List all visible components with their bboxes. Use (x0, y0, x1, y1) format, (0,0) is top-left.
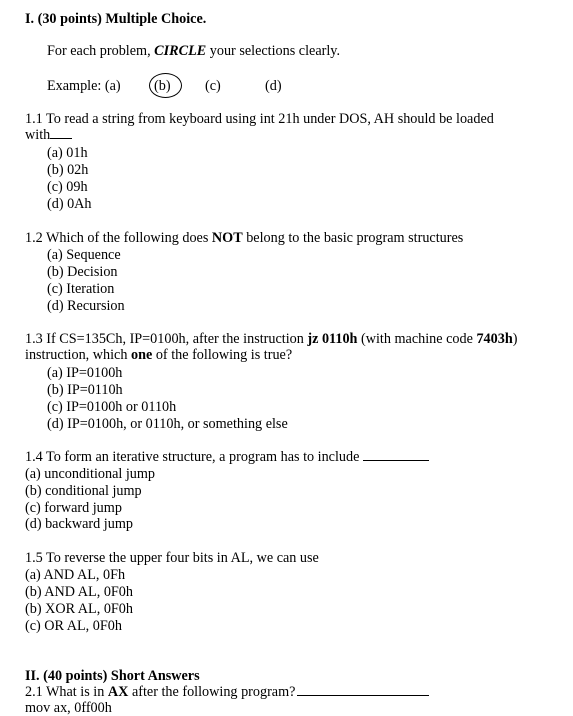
q5-option-b2[interactable]: (b) XOR AL, 0F0h (25, 601, 133, 617)
q3-bold2: 7403h (476, 331, 513, 347)
q2-option-a[interactable]: (a) Sequence (47, 247, 121, 263)
question-2-1-text (25, 684, 429, 700)
example-option-b: (b) (154, 78, 171, 94)
q1-option-a[interactable]: (a) 01h (47, 145, 88, 161)
answer-blank-1-4[interactable] (363, 449, 429, 461)
question-1-1-text-cont (25, 127, 72, 143)
q3-line2-pre: instruction, which (25, 347, 131, 363)
q2-bold: NOT (211, 230, 243, 246)
q5-option-b[interactable]: (b) AND AL, 0F0h (25, 584, 133, 600)
q3-line2-bold: one (131, 347, 153, 363)
q5-option-c[interactable]: (c) OR AL, 0F0h (25, 618, 122, 634)
answer-blank-2-1[interactable] (297, 684, 429, 696)
q3-option-a[interactable]: (a) IP=0100h (47, 365, 123, 381)
q4-option-c[interactable]: (c) forward jump (25, 500, 122, 516)
q2-option-c[interactable]: (c) Iteration (47, 281, 115, 297)
question-1-1-text: 1.1 To read a string from keyboard using int 21h under DOS, AH should be loaded (25, 111, 494, 127)
q2-post: belong to the basic program structures (242, 230, 464, 246)
q4-option-a[interactable]: (a) unconditional jump (25, 466, 156, 482)
question-1-3-text (25, 331, 517, 347)
section-title: I. (30 points) Multiple Choice. (25, 11, 207, 27)
q3-line2-post: of the following is true? (152, 347, 293, 363)
q3-mid: (with machine code (357, 331, 477, 347)
q3-option-d[interactable]: (d) IP=0100h, or 0110h, or something else (47, 416, 288, 432)
q1-option-d[interactable]: (d) 0Ah (47, 196, 92, 212)
question-1-3-text-cont (25, 347, 292, 363)
q21-post: after the following program? (128, 684, 296, 700)
instruction-post: your selections clearly. (206, 43, 341, 59)
question-1-4-text (25, 449, 429, 465)
instruction-text (47, 43, 340, 59)
instruction-pre: For each problem, (47, 43, 155, 59)
instruction-emphasis: CIRCLE (154, 43, 207, 59)
question-1-1-with: with (25, 127, 51, 143)
code-line-1: mov ax, 0ff00h (25, 700, 112, 716)
q2-pre: 1.2 Which of the following does (25, 230, 212, 246)
answer-blank-1-1[interactable] (50, 127, 72, 139)
example-option-d: (d) (265, 78, 282, 94)
question-1-2-text (25, 230, 463, 246)
q21-bold: AX (107, 684, 129, 700)
q5-option-a[interactable]: (a) AND AL, 0Fh (25, 567, 126, 583)
q3-pre: 1.3 If CS=135Ch, IP=0100h, after the instruction (25, 331, 308, 347)
q3-option-c[interactable]: (c) IP=0100h or 0110h (47, 399, 177, 415)
q2-option-d[interactable]: (d) Recursion (47, 298, 125, 314)
q4-option-d[interactable]: (d) backward jump (25, 516, 133, 532)
q1-option-c[interactable]: (c) 09h (47, 179, 88, 195)
q3-option-b[interactable]: (b) IP=0110h (47, 382, 123, 398)
section-2-title: II. (40 points) Short Answers (25, 668, 200, 684)
q4-line1: 1.4 To form an iterative structure, a program has to include (25, 449, 360, 465)
q3-post: ) (512, 331, 518, 347)
question-1-5-text: 1.5 To reverse the upper four bits in AL, we can use (25, 550, 319, 566)
q3-bold1: jz 0110h (307, 331, 358, 347)
q21-pre: 2.1 What is in (25, 684, 108, 700)
example-option-c: (c) (205, 78, 221, 94)
q2-option-b[interactable]: (b) Decision (47, 264, 118, 280)
example-label: Example: (a) (47, 78, 121, 94)
q1-option-b[interactable]: (b) 02h (47, 162, 89, 178)
q4-option-b[interactable]: (b) conditional jump (25, 483, 142, 499)
